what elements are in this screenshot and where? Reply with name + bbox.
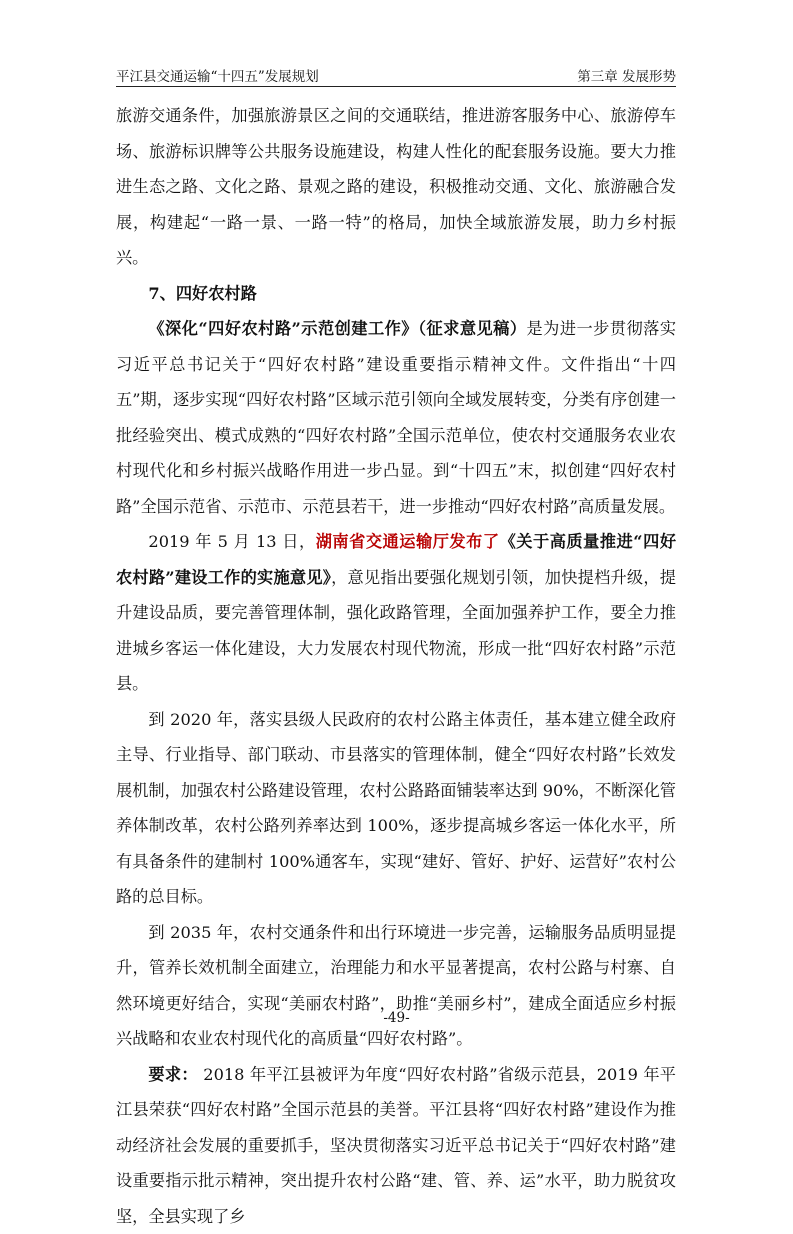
section-heading: 7、四好农村路 — [116, 276, 676, 312]
requirements-label: 要求： — [148, 1065, 197, 1084]
document-title-bold: 《深化“四好农村路”示范创建工作》（征求意见稿） — [148, 319, 526, 338]
date-text: 2019 年 5 月 13 日， — [148, 532, 315, 551]
paragraph-text: 2018 年平江县被评为年度“四好农村路”省级示范县，2019 年平江县荣获“四好农村路”全国示范县的美誉。平江县将“四好农村路”建设作为推动经济社会发展的重要抓手，坚决贯彻落实习近平总书记关于“四好农村路”建设重要指示批示精神，突出提升农村公路“建、管、养、运”水平，助力脱贫攻坚，全县实现了乡 — [116, 1065, 676, 1226]
opinion-title-bold: 《关于高质量推进“四好农村路”建设工作的实施意见》 — [116, 532, 676, 587]
paragraph-2035-goals: 到 2035 年，农村交通条件和出行环境进一步完善，运输服务品质明显提升，管养长效机制全面建立，治理能力和水平显著提高，农村公路与村寨、自然环境更好结合，实现“美丽农村路”，助推“美丽乡村”，建成全面适应乡村振兴战略和农业农村现代化的高质量“四好农村路”。 — [116, 915, 676, 1057]
header-document-title: 平江县交通运输“十四五”发展规划 — [116, 65, 319, 85]
page-header — [116, 60, 676, 87]
paragraph-2020-goals: 到 2020 年，落实县级人民政府的农村公路主体责任，基本建立健全政府主导、行业指导、部门联动、市县落实的管理体制，健全“四好农村路”长效发展机制，加强农村公路建设管理，农村公路路面铺装率达到 90%，不断深化管养体制改革，农村公路列养率达到 100%，逐步提高城乡客运一体化水平，所有具备条件的建制村 100%通客车，实现“建好、管好、护好、运营好”农村公路的总目标。 — [116, 702, 676, 915]
paragraph-demonstration — [116, 311, 676, 524]
paragraph-tourism: 旅游交通条件，加强旅游景区之间的交通联结，推进游客服务中心、旅游停车场、旅游标识牌等公共服务设施建设，构建人性化的配套服务设施。要大力推进生态之路、文化之路、景观之路的建设，积极推动交通、文化、旅游融合发展，构建起“一路一景、一路一特”的格局，加快全域旅游发展，助力乡村振兴。 — [116, 98, 676, 276]
page-body — [116, 98, 676, 1234]
highlighted-issuer: 湖南省交通运输厅发布了 — [316, 532, 500, 551]
page-number: -49- — [0, 1010, 793, 1026]
paragraph-text: ，意见指出要强化规划引领，加快提档升级，提升建设品质，要完善管理体制，强化政路管理，全面加强养护工作，要全力推进城乡客运一体化建设，大力发展农村现代物流，形成一批“四好农村路”示范县。 — [116, 568, 676, 694]
paragraph-text: 是为进一步贯彻落实习近平总书记关于“四好农村路”建设重要指示精神文件。文件指出“十四五”期，逐步实现“四好农村路”区域示范引领向全域发展转变，分类有序创建一批经验突出、模式成熟的“四好农村路”全国示范单位，使农村交通服务农业农村现代化和乡村振兴战略作用进一步凸显。到“十四五”末，拟创建“四好农村路”全国示范省、示范市、示范县若干，进一步推动“四好农村路”高质量发展。 — [116, 319, 676, 516]
header-chapter-title: 第三章 发展形势 — [577, 65, 676, 85]
paragraph-requirements — [116, 1057, 676, 1234]
paragraph-hunan-opinion — [116, 524, 676, 702]
